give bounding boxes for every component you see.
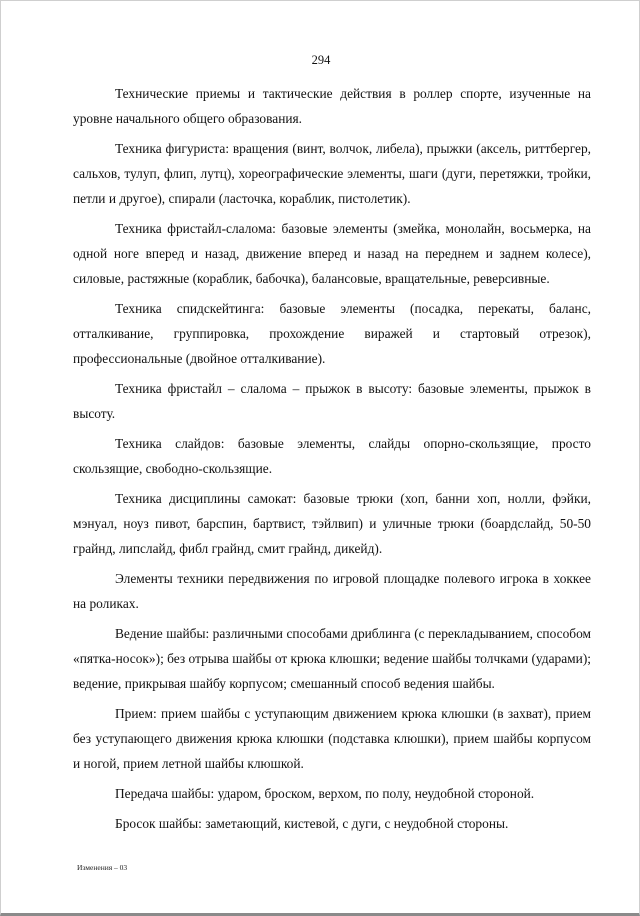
paragraph: Прием: прием шайбы с уступающим движением крюка клюшки (в захват), прием без уступающего движения крюка клюшки (подставка клюшки), прием шайбы корпусом и ногой, прием летной шайбы клюшкой. — [73, 706, 591, 771]
paragraph: Ведение шайбы: различными способами дриблинга (с перекладыванием, способом «пятка-носок»); без отрыва шайбы от крюка клюшки; ведение шайбы толчками (ударами); ведение, прикрывая шайбу корпусом; смешанный способ ведения шайбы. — [73, 626, 591, 691]
paragraph: Техника слайдов: базовые элементы, слайды опорно-скользящие, просто скользящие, свободно-скользящие. — [73, 436, 591, 476]
paragraph: Техника фристайл – слалома – прыжок в высоту: базовые элементы, прыжок в высоту. — [73, 381, 591, 421]
paragraph: Передача шайбы: ударом, броском, верхом, по полу, неудобной стороной. — [115, 786, 535, 801]
paragraph: Техника спидскейтинга: базовые элементы (посадка, перекаты, баланс, отталкивание, группировка, прохождение виражей и стартовый отрезок), профессиональные (двойное отталкивание). — [73, 301, 591, 366]
body-text — [73, 81, 591, 841]
paragraph: Техника дисциплины самокат: базовые трюки (хоп, банни хоп, нолли, фэйки, мэнуал, ноуз пивот, барспин, бартвист, тэйлвип) и уличные трюки (боардслайд, 50-50 грайнд, липслайд, фибл грайнд, смит грайнд, дикейд). — [73, 491, 591, 556]
paragraph: Бросок шайбы: заметающий, кистевой, с дуги, с неудобной стороны. — [115, 816, 509, 831]
paragraph: Техника фигуриста: вращения (винт, волчок, либела), прыжки (аксель, риттбергер, сальхов, тулуп, флип, лутц), хореографические элементы, шаги (дуги, перетяжки, тройки, петли и другое), спирали (ласточка, кораблик, пистолетик). — [73, 141, 591, 206]
page-number: 294 — [311, 53, 331, 67]
footer-revision-note: Изменения – 03 — [77, 863, 128, 872]
paragraph: Элементы техники передвижения по игровой площадке полевого игрока в хоккее на роликах. — [73, 571, 591, 611]
paragraph: Техника фристайл-слалома: базовые элементы (змейка, монолайн, восьмерка, на одной ноге вперед и назад, движение вперед и назад на переднем и заднем колесе), силовые, растяжные (кораблик, бабочка), балансовые, вращательные, реверсивные. — [73, 221, 591, 286]
paragraph: Технические приемы и тактические действия в роллер спорте, изученные на уровне начального общего образования. — [73, 86, 591, 126]
